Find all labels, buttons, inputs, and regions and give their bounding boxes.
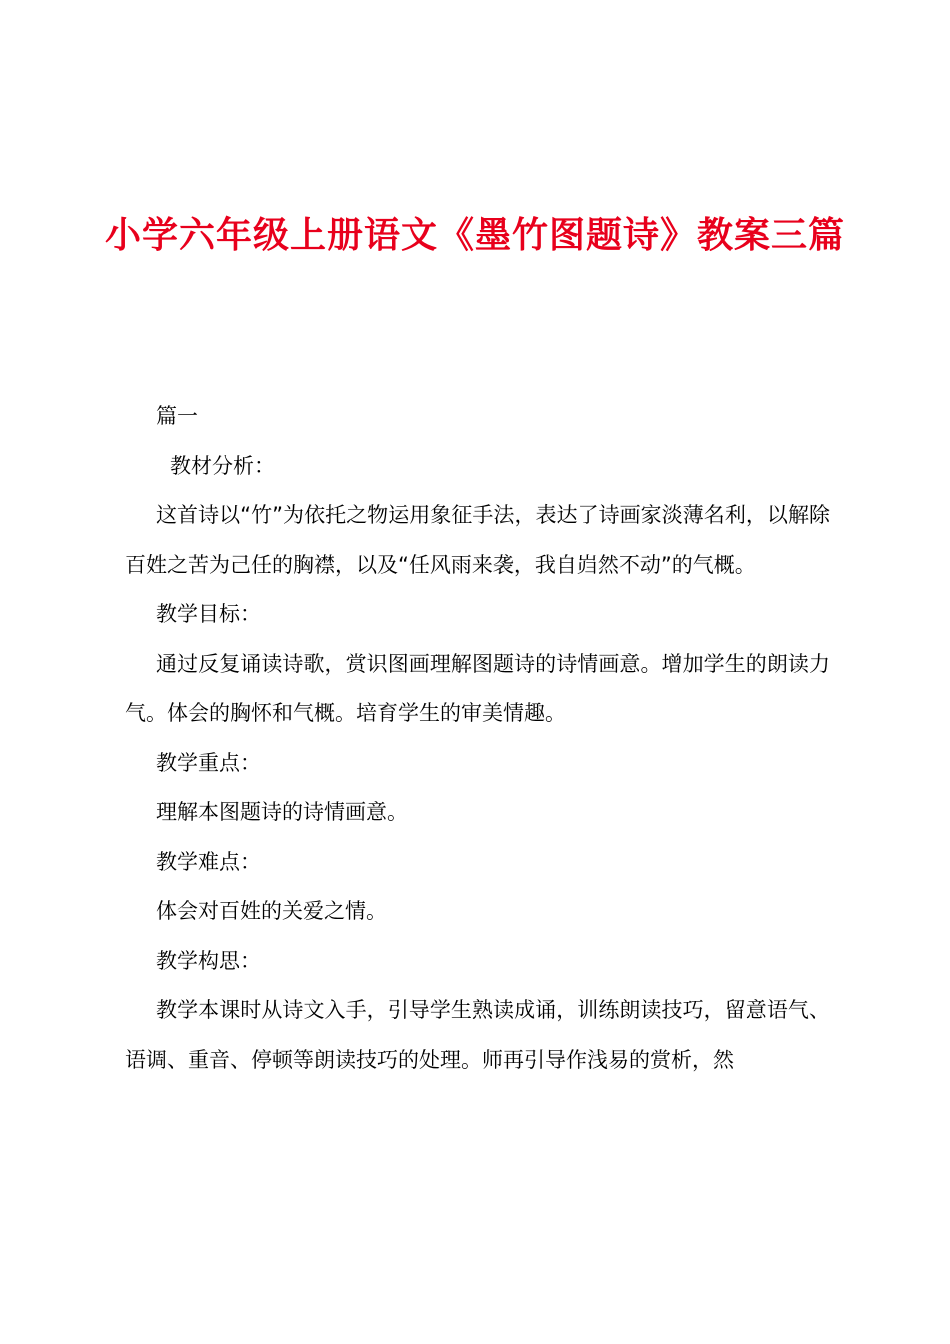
paragraph-teaching-goals: 通过反复诵读诗歌，赏识图画理解图题诗的诗情画意。增加学生的朗读力气。体会的胸怀和气概。培育学生的审美情趣。 [125,651,830,725]
section-heading-part-one: 篇一 [156,404,198,428]
heading-teaching-goals: 教学目标： [156,602,261,626]
paragraph-teaching-focus: 理解本图题诗的诗情画意。 [156,800,408,824]
paragraph-teaching-design: 教学本课时从诗文入手，引导学生熟读成诵，训练朗读技巧，留意语气、语调、重音、停顿等朗读技巧的处理。师再引导作浅易的赏析，然 [125,998,830,1072]
heading-teaching-design: 教学构思： [156,948,261,973]
paragraph-material-analysis: 这首诗以“竹”为依托之物运用象征手法，表达了诗画家淡薄名利，以解除百姓之苦为己任的胸襟，以及“任风雨来袭，我自岿然不动”的气概。 [125,503,830,577]
heading-material-analysis: 教材分析： [170,453,275,478]
heading-teaching-focus: 教学重点： [156,750,261,775]
paragraph-teaching-difficulty: 体会对百姓的关爱之情。 [156,899,387,923]
document-title: 小学六年级上册语文《墨竹图题诗》教案三篇 [104,215,845,256]
heading-teaching-difficulty: 教学难点： [156,849,261,874]
document-body [125,392,830,1085]
